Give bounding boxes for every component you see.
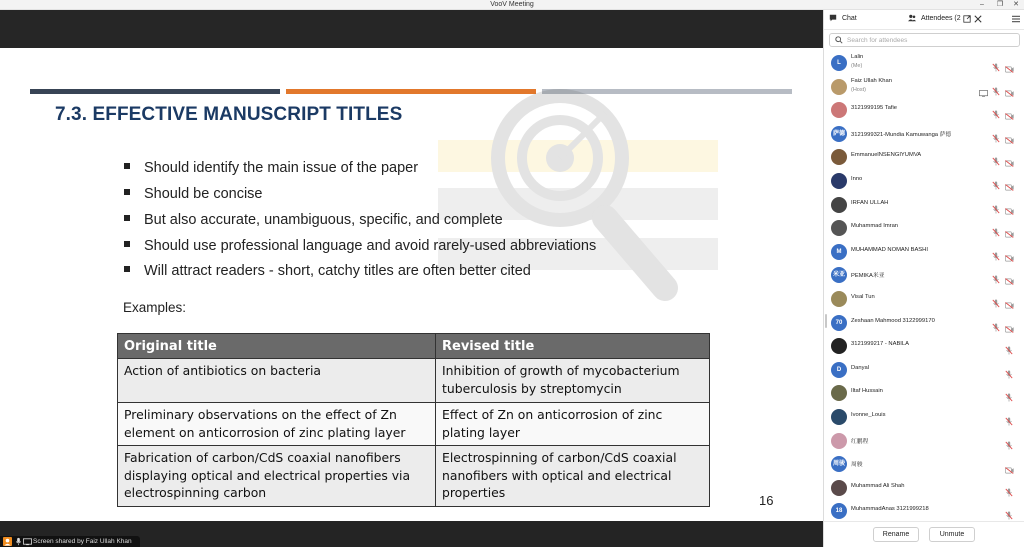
attendee-row[interactable] <box>824 53 1024 76</box>
avatar <box>831 197 847 213</box>
search-icon <box>835 36 843 44</box>
attendee-row[interactable] <box>824 242 1024 265</box>
mic-muted-icon[interactable] <box>992 106 1000 124</box>
attendee-name: Ivonne_Louis <box>851 412 886 418</box>
mic-muted-icon[interactable] <box>1005 413 1013 431</box>
attendee-name: EmmanuelNSENGIYUMVA <box>851 152 922 159</box>
avatar <box>831 220 847 236</box>
table-cell: Effect of Zn on anticorrosion of zinc plating layer <box>436 403 710 446</box>
screen-share-indicator[interactable] <box>0 536 140 547</box>
avatar: L <box>831 55 847 71</box>
attendee-row[interactable] <box>824 265 1024 288</box>
minimize-button[interactable]: – <box>980 1 984 8</box>
examples-label: Examples: <box>123 300 187 315</box>
camera-off-icon[interactable] <box>1005 272 1014 290</box>
avatar: M <box>831 244 847 260</box>
avatar <box>831 385 847 401</box>
mic-muted-icon[interactable] <box>992 130 1000 148</box>
table-cell: Action of antibiotics on bacteria <box>118 359 436 403</box>
attendee-row[interactable] <box>824 478 1024 501</box>
mic-muted-icon[interactable] <box>1005 507 1013 521</box>
tab-chat-label: Chat <box>841 15 857 22</box>
bullet-item: But also accurate, unambiguous, specific, and complete <box>124 211 503 229</box>
mic-muted-icon[interactable] <box>992 201 1000 219</box>
microphone-icon <box>14 537 23 546</box>
attendee-name: Muhammad Imran <box>851 223 899 230</box>
avatar <box>831 480 847 496</box>
mic-muted-icon[interactable] <box>1005 342 1013 360</box>
attendee-row[interactable] <box>824 289 1024 312</box>
attendee-row[interactable] <box>824 407 1024 430</box>
table-cell: Inhibition of growth of mycobacterium tuberculosis by streptomycin <box>436 359 710 403</box>
attendee-name: 3121999195 Tafie <box>851 105 897 112</box>
tab-attendees-label: Attendees (2 <box>920 15 961 22</box>
table-cell: Electrospinning of carbon/CdS coaxial nanofibers with optical and electrical properties <box>436 446 710 507</box>
attendees-icon <box>908 14 916 22</box>
camera-off-icon[interactable] <box>1005 249 1014 267</box>
table-cell: Fabrication of carbon/CdS coaxial nanofibers displaying optical and electrical properties via electrospinning carbon <box>118 446 436 507</box>
table-row <box>118 403 710 446</box>
attendee-row[interactable] <box>824 100 1024 123</box>
attendee-name: 红鹏程 <box>851 438 869 445</box>
column-header: Original title <box>118 334 436 359</box>
attendee-row[interactable] <box>824 195 1024 218</box>
avatar <box>831 102 847 118</box>
slide-title: 7.3. EFFECTIVE MANUSCRIPT TITLES <box>55 104 403 125</box>
presentation-slide <box>0 48 823 521</box>
mic-muted-icon[interactable] <box>992 224 1000 242</box>
bullet-square-icon <box>124 163 130 169</box>
attendee-search[interactable] <box>829 33 1020 47</box>
bullet-item: Will attract readers - short, catchy titles are often better cited <box>124 262 531 280</box>
attendee-name: Visal Tun <box>851 294 875 300</box>
camera-off-icon[interactable] <box>1005 202 1014 220</box>
attendee-name: MuhammadAnas 3121999218 <box>851 506 929 513</box>
camera-off-icon[interactable] <box>1005 225 1014 243</box>
attendee-name: Faiz Ullah Khan <box>851 77 892 84</box>
camera-off-icon[interactable] <box>1005 320 1014 338</box>
mic-muted-icon[interactable] <box>1005 389 1013 407</box>
mic-muted-icon[interactable] <box>992 295 1000 313</box>
tab-chat[interactable] <box>829 14 857 24</box>
avatar: 周骏 <box>831 456 847 472</box>
avatar <box>831 79 847 95</box>
attendee-name: 3121999321-Mundia Kamuwanga 萨德 <box>851 131 952 138</box>
avatar <box>831 409 847 425</box>
attendees-panel <box>823 10 1024 547</box>
mic-muted-icon[interactable] <box>1005 484 1013 502</box>
attendee-row[interactable] <box>824 147 1024 170</box>
camera-off-icon[interactable] <box>1005 60 1014 78</box>
camera-off-icon[interactable] <box>1005 107 1014 125</box>
shared-screen-top-band <box>0 10 823 48</box>
search-input[interactable] <box>847 35 1015 45</box>
mic-muted-icon[interactable] <box>1005 437 1013 455</box>
table-row <box>118 359 710 403</box>
bullet-item: Should be concise <box>124 185 263 203</box>
camera-off-icon[interactable] <box>1005 84 1014 102</box>
restore-button[interactable]: ❐ <box>996 1 1004 8</box>
camera-off-icon[interactable] <box>1005 461 1014 479</box>
attendee-name: Iltaf Hussain <box>851 388 883 395</box>
menu-icon[interactable] <box>1012 15 1020 23</box>
table-cell: Preliminary observations on the effect of Zn element on anticorrosion of zinc plating layer <box>118 403 436 446</box>
attendee-row[interactable] <box>824 218 1024 241</box>
attendee-name: Lalin <box>851 54 864 60</box>
window-title: VooV Meeting <box>490 1 534 8</box>
camera-off-icon[interactable] <box>1005 178 1014 196</box>
mic-muted-icon[interactable] <box>992 153 1000 171</box>
attendee-name: 3121999217 - NABILA <box>851 341 910 348</box>
attendee-row[interactable] <box>824 360 1024 383</box>
avatar: 18 <box>831 503 847 519</box>
attendee-row[interactable] <box>824 501 1024 521</box>
popout-icon[interactable] <box>963 15 971 23</box>
shared-screen <box>0 10 823 547</box>
panel-tabs <box>824 10 1024 30</box>
attendee-row[interactable] <box>824 171 1024 194</box>
slide-accent-bar-1 <box>30 89 280 94</box>
attendee-name: PEMIKA米亚 <box>851 273 885 280</box>
avatar: 萨德 <box>831 126 847 142</box>
attendee-row[interactable] <box>824 383 1024 406</box>
avatar: D <box>831 362 847 378</box>
attendee-name: 周骏 <box>851 462 863 469</box>
bullet-square-icon <box>124 266 130 272</box>
attendee-name: Muhammad Ali Shah <box>851 482 905 489</box>
camera-off-icon[interactable] <box>1005 131 1014 149</box>
attendee-name: Inno <box>851 176 863 182</box>
mic-muted-icon[interactable] <box>992 271 1000 289</box>
avatar <box>831 173 847 189</box>
attendee-row[interactable] <box>824 124 1024 147</box>
user-icon <box>3 537 12 546</box>
close-button[interactable]: ✕ <box>1013 1 1019 8</box>
examples-table <box>117 333 710 507</box>
bullet-square-icon <box>124 189 130 195</box>
slide-page-number: 16 <box>759 493 774 508</box>
tab-attendees[interactable] <box>908 14 961 24</box>
avatar <box>831 338 847 354</box>
avatar <box>831 433 847 449</box>
column-header: Revised title <box>436 334 710 359</box>
title-bar <box>0 0 1024 10</box>
mic-muted-icon[interactable] <box>992 248 1000 266</box>
table-header-row <box>118 334 710 359</box>
attendee-row[interactable] <box>824 313 1024 336</box>
attendee-row[interactable] <box>824 336 1024 359</box>
attendee-row[interactable] <box>824 431 1024 454</box>
attendee-name: MUHAMMAD NOMAN BASHI <box>851 246 928 253</box>
avatar <box>831 291 847 307</box>
bullet-square-icon <box>124 215 130 221</box>
chat-icon <box>829 14 837 22</box>
panel-footer <box>824 521 1024 547</box>
camera-off-icon[interactable] <box>1005 154 1014 172</box>
attendee-row[interactable] <box>824 77 1024 100</box>
mic-muted-icon[interactable] <box>992 319 1000 337</box>
attendee-name: Danyal <box>851 364 870 371</box>
attendee-name: Zeshaan Mahmood 3122999170 <box>851 317 935 324</box>
unmute-button[interactable]: Unmute <box>929 527 975 542</box>
bullet-item: Should use professional language and avoid rarely-used abbreviations <box>124 237 596 255</box>
table-row <box>118 446 710 507</box>
avatar: 70 <box>831 315 847 331</box>
attendee-list <box>824 52 1024 521</box>
attendee-role: (Me) <box>851 63 863 69</box>
attendee-name: IRFAN ULLAH <box>851 199 889 206</box>
attendee-row[interactable] <box>824 454 1024 477</box>
mic-muted-icon[interactable] <box>992 177 1000 195</box>
camera-off-icon[interactable] <box>1005 296 1014 314</box>
mic-muted-icon[interactable] <box>992 83 1000 101</box>
mic-muted-icon[interactable] <box>1005 366 1013 384</box>
bullet-square-icon <box>124 241 130 247</box>
screen-share-text: Screen shared by Faiz Ullah Khan <box>33 538 132 545</box>
rename-button[interactable]: Rename <box>873 527 919 542</box>
bullet-item: Should identify the main issue of the paper <box>124 159 418 177</box>
screen-share-icon <box>979 84 988 102</box>
close-panel-icon[interactable] <box>974 15 982 23</box>
attendee-role: (Host) <box>851 86 866 93</box>
avatar: 米亚 <box>831 267 847 283</box>
screen-share-icon <box>23 537 32 546</box>
mic-muted-icon[interactable] <box>992 59 1000 77</box>
avatar <box>831 149 847 165</box>
